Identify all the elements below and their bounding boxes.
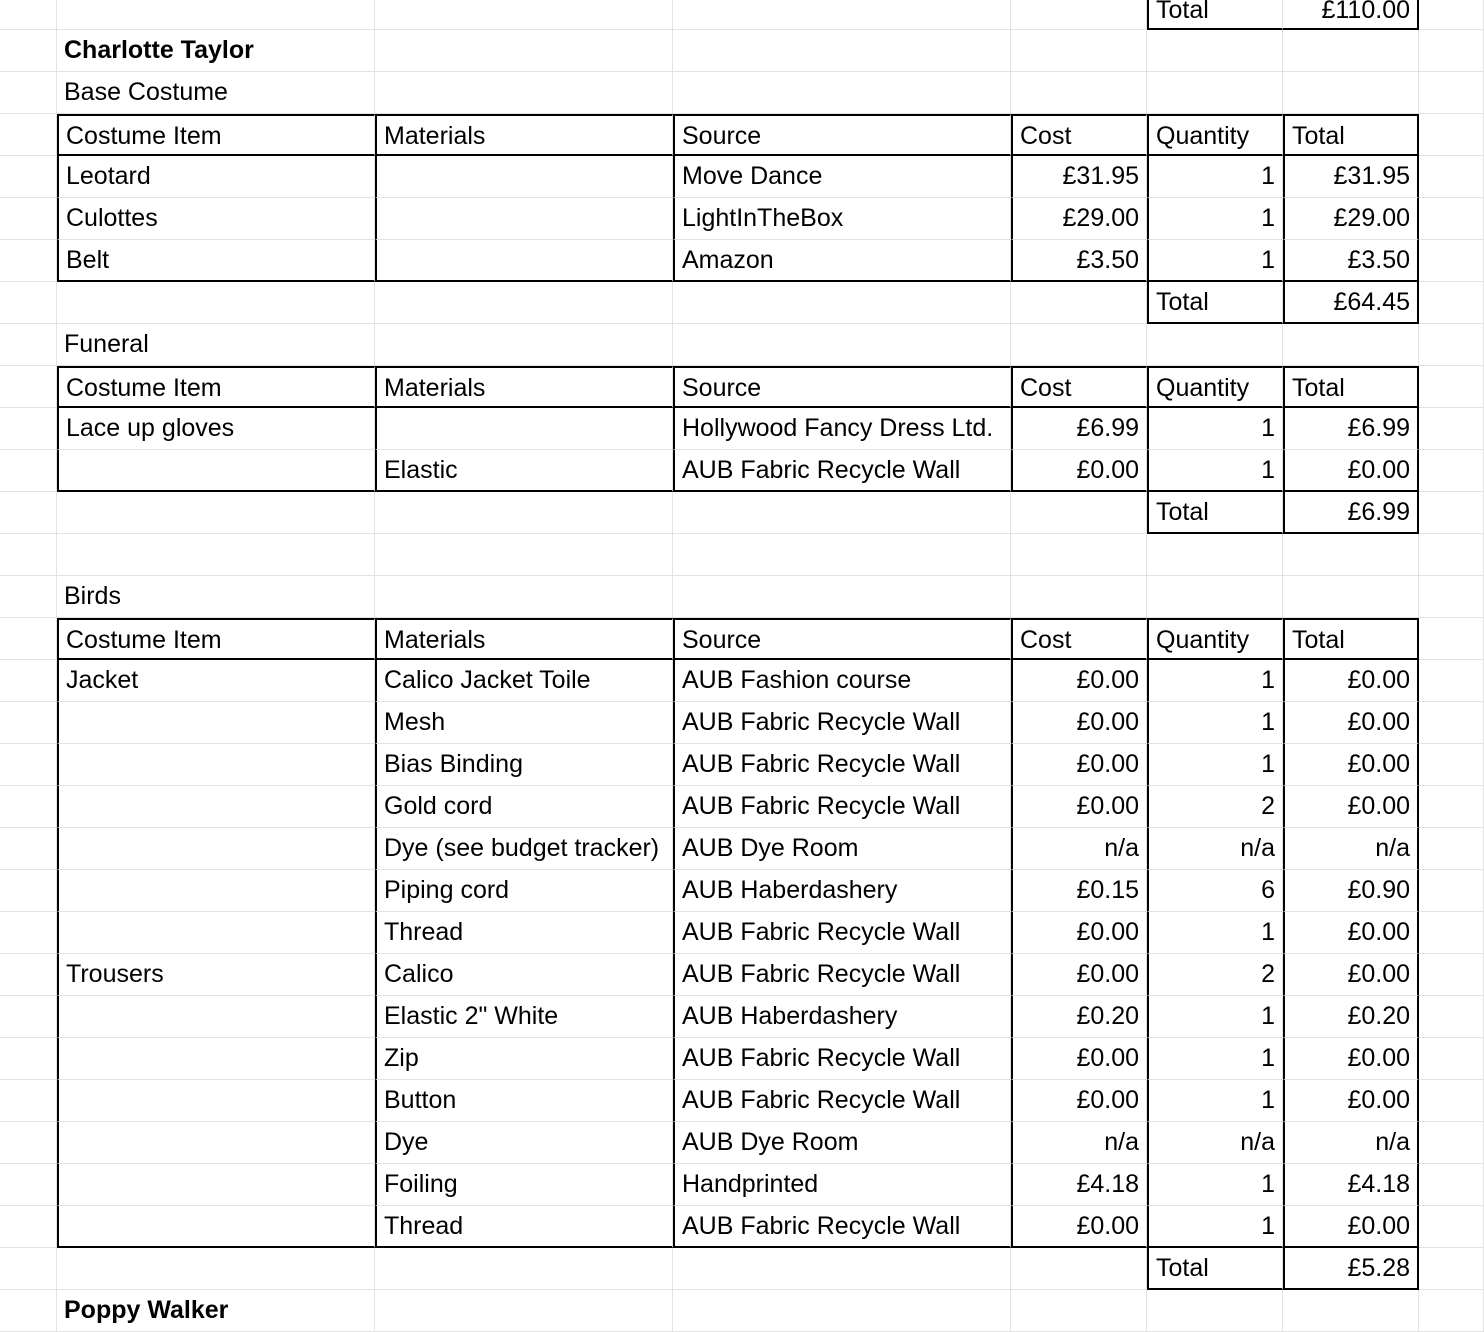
quantity-cell[interactable]: n/a [1147,1122,1283,1164]
total-cell[interactable]: Total [1283,366,1419,408]
sheet-row [0,702,1484,744]
costume-item-cell[interactable] [57,870,375,912]
sheet-cell[interactable] [0,156,57,198]
quantity-cell[interactable]: 6 [1147,870,1283,912]
sheet-row [0,0,1484,30]
sheet-cell[interactable] [0,744,57,786]
sheet-cell[interactable] [375,534,673,576]
total-cell[interactable]: £0.00 [1283,1206,1419,1248]
sheet-cell[interactable] [1419,744,1484,786]
source-cell[interactable]: Source [673,618,1011,660]
sheet-cell[interactable] [0,702,57,744]
source-cell[interactable]: AUB Fabric Recycle Wall [673,744,1011,786]
costume-item-cell[interactable]: Costume Item [57,618,375,660]
total-cell[interactable]: £6.99 [1283,408,1419,450]
sheet-cell[interactable] [0,786,57,828]
sheet-cell[interactable] [1419,366,1484,408]
sheet-cell[interactable] [1419,30,1484,72]
costume-item-cell[interactable]: Jacket [57,660,375,702]
sheet-cell[interactable] [0,366,57,408]
total-cell[interactable]: £0.00 [1283,786,1419,828]
sheet-cell[interactable] [1283,576,1419,618]
sheet-cell[interactable] [0,408,57,450]
cost-cell[interactable]: £29.00 [1011,198,1147,240]
sheet-cell[interactable] [375,1290,673,1332]
materials-cell[interactable] [375,492,673,534]
sheet-cell[interactable] [57,534,375,576]
sheet-cell[interactable] [673,576,1011,618]
source-cell[interactable]: AUB Haberdashery [673,870,1011,912]
materials-cell[interactable] [375,156,673,198]
sheet-row [0,282,1484,324]
source-cell[interactable]: Source [673,366,1011,408]
source-cell[interactable]: Amazon [673,240,1011,282]
sheet-row [0,954,1484,996]
costume-item-cell[interactable] [57,450,375,492]
sheet-cell[interactable] [1419,1164,1484,1206]
costume-item-cell[interactable]: Lace up gloves [57,408,375,450]
sheet-cell[interactable] [57,0,375,30]
quantity-cell[interactable]: Total [1147,1248,1283,1290]
sheet-cell[interactable] [673,324,1011,366]
materials-cell[interactable]: Calico Jacket Toile [375,660,673,702]
costume-item-cell[interactable] [57,996,375,1038]
quantity-cell[interactable]: 1 [1147,1206,1283,1248]
sheet-row [0,1290,1484,1332]
total-cell[interactable]: £64.45 [1283,282,1419,324]
cost-cell[interactable]: Cost [1011,114,1147,156]
sheet-cell[interactable] [1283,534,1419,576]
total-cell[interactable]: £110.00 [1283,0,1419,30]
total-cell[interactable]: £0.00 [1283,744,1419,786]
sheet-cell[interactable] [1147,576,1283,618]
materials-cell[interactable] [375,240,673,282]
total-cell[interactable]: £0.00 [1283,912,1419,954]
cost-cell[interactable]: £6.99 [1011,408,1147,450]
source-cell[interactable]: AUB Dye Room [673,1122,1011,1164]
sheet-cell[interactable] [1147,30,1283,72]
materials-cell[interactable]: Thread [375,912,673,954]
cost-cell[interactable]: £31.95 [1011,156,1147,198]
quantity-cell[interactable]: 2 [1147,786,1283,828]
costume-item-cell[interactable]: Trousers [57,954,375,996]
cost-cell[interactable]: £0.00 [1011,1206,1147,1248]
total-cell[interactable]: £0.00 [1283,954,1419,996]
cost-cell[interactable] [1011,1248,1147,1290]
sheet-cell[interactable] [1419,450,1484,492]
sheet-row [0,1164,1484,1206]
sheet-row [0,996,1484,1038]
cost-cell[interactable]: £3.50 [1011,240,1147,282]
costume-item-cell[interactable] [57,1038,375,1080]
quantity-cell[interactable]: Quantity [1147,618,1283,660]
source-cell[interactable]: AUB Fabric Recycle Wall [673,954,1011,996]
source-cell[interactable]: AUB Fashion course [673,660,1011,702]
materials-cell[interactable]: Materials [375,366,673,408]
materials-cell[interactable]: Button [375,1080,673,1122]
quantity-cell[interactable]: 1 [1147,408,1283,450]
total-cell[interactable]: n/a [1283,828,1419,870]
materials-cell[interactable]: Materials [375,114,673,156]
total-cell[interactable]: £31.95 [1283,156,1419,198]
total-cell[interactable]: £29.00 [1283,198,1419,240]
source-cell[interactable]: AUB Fabric Recycle Wall [673,786,1011,828]
sheet-cell[interactable] [1419,282,1484,324]
sheet-row [0,912,1484,954]
sheet-cell[interactable] [1011,324,1147,366]
sheet-cell[interactable] [1419,996,1484,1038]
sheet-cell[interactable] [0,1122,57,1164]
quantity-cell[interactable]: 1 [1147,450,1283,492]
sheet-cell[interactable] [1283,30,1419,72]
costume-item-cell[interactable] [57,1248,375,1290]
total-cell[interactable]: £0.00 [1283,1080,1419,1122]
quantity-cell[interactable]: Total [1147,0,1283,30]
sheet-cell[interactable] [1419,324,1484,366]
sheet-row [0,72,1484,114]
sheet-row [0,828,1484,870]
quantity-cell[interactable]: 1 [1147,1164,1283,1206]
source-cell[interactable]: AUB Fabric Recycle Wall [673,1206,1011,1248]
sheet-cell[interactable] [375,576,673,618]
sheet-cell[interactable] [1419,954,1484,996]
quantity-cell[interactable]: Quantity [1147,366,1283,408]
costume-item-cell[interactable] [57,912,375,954]
sheet-cell[interactable] [375,0,673,30]
source-cell[interactable]: AUB Haberdashery [673,996,1011,1038]
source-cell[interactable]: AUB Fabric Recycle Wall [673,702,1011,744]
sheet-cell[interactable] [0,324,57,366]
sheet-row [0,324,1484,366]
quantity-cell[interactable]: 1 [1147,744,1283,786]
source-cell[interactable]: AUB Fabric Recycle Wall [673,1038,1011,1080]
sheet-cell[interactable] [0,240,57,282]
sheet-cell[interactable] [0,1206,57,1248]
source-cell[interactable]: Handprinted [673,1164,1011,1206]
sheet-cell[interactable] [1283,1290,1419,1332]
quantity-cell[interactable]: 1 [1147,996,1283,1038]
sheet-cell[interactable] [1147,534,1283,576]
costume-item-cell[interactable]: Costume Item [57,114,375,156]
sheet-cell[interactable] [673,72,1011,114]
total-cell[interactable]: n/a [1283,1122,1419,1164]
source-cell[interactable]: AUB Dye Room [673,828,1011,870]
quantity-cell[interactable]: 1 [1147,912,1283,954]
materials-cell[interactable]: Elastic 2" White [375,996,673,1038]
sheet-cell[interactable] [1419,1122,1484,1164]
sheet-cell[interactable] [0,954,57,996]
costume-item-cell[interactable]: Leotard [57,156,375,198]
sheet-cell[interactable] [673,534,1011,576]
sheet-cell[interactable] [0,282,57,324]
total-cell[interactable]: £4.18 [1283,1164,1419,1206]
quantity-cell[interactable]: n/a [1147,828,1283,870]
sheet-row [0,240,1484,282]
quantity-cell[interactable]: 1 [1147,198,1283,240]
total-cell[interactable]: £3.50 [1283,240,1419,282]
sheet-cell[interactable] [375,30,673,72]
sheet-cell[interactable] [0,870,57,912]
sheet-row [0,618,1484,660]
sheet-cell[interactable] [1419,198,1484,240]
sheet-cell[interactable] [1011,1290,1147,1332]
source-cell[interactable] [673,492,1011,534]
cost-cell[interactable]: £0.00 [1011,912,1147,954]
costume-item-cell[interactable]: Charlotte Taylor [57,30,375,72]
sheet-cell[interactable] [1419,240,1484,282]
cost-cell[interactable]: £0.00 [1011,450,1147,492]
sheet-cell[interactable] [1419,72,1484,114]
sheet-cell[interactable] [1419,0,1484,30]
sheet-cell[interactable] [1419,114,1484,156]
sheet-cell[interactable] [1419,870,1484,912]
sheet-cell[interactable] [673,1290,1011,1332]
sheet-cell[interactable] [1419,1248,1484,1290]
sheet-cell[interactable] [1147,1290,1283,1332]
sheet-cell[interactable] [1011,534,1147,576]
cost-cell[interactable]: n/a [1011,828,1147,870]
source-cell[interactable]: Hollywood Fancy Dress Ltd. [673,408,1011,450]
sheet-row [0,30,1484,72]
sheet-cell[interactable] [0,996,57,1038]
sheet-row [0,660,1484,702]
sheet-cell[interactable] [1011,0,1147,30]
quantity-cell[interactable]: 1 [1147,660,1283,702]
sheet-cell[interactable] [1419,660,1484,702]
sheet-cell[interactable] [0,492,57,534]
cost-cell[interactable]: £0.15 [1011,870,1147,912]
sheet-cell[interactable] [0,198,57,240]
sheet-cell[interactable] [0,30,57,72]
costume-item-cell[interactable] [57,1206,375,1248]
source-cell[interactable]: AUB Fabric Recycle Wall [673,912,1011,954]
quantity-cell[interactable]: 1 [1147,1080,1283,1122]
sheet-cell[interactable] [1283,324,1419,366]
materials-cell[interactable]: Gold cord [375,786,673,828]
sheet-cell[interactable] [1283,72,1419,114]
sheet-row [0,1248,1484,1290]
quantity-cell[interactable]: Quantity [1147,114,1283,156]
costume-item-cell[interactable]: Funeral [57,324,375,366]
materials-cell[interactable]: Thread [375,1206,673,1248]
cost-cell[interactable] [1011,282,1147,324]
sheet-cell[interactable] [1011,576,1147,618]
sheet-cell[interactable] [0,912,57,954]
total-cell[interactable]: £0.20 [1283,996,1419,1038]
cost-cell[interactable]: £4.18 [1011,1164,1147,1206]
costume-item-cell[interactable] [57,1122,375,1164]
sheet-cell[interactable] [1419,156,1484,198]
costume-item-cell[interactable] [57,492,375,534]
cost-cell[interactable]: £0.00 [1011,954,1147,996]
materials-cell[interactable] [375,1248,673,1290]
materials-cell[interactable]: Dye (see budget tracker) [375,828,673,870]
total-cell[interactable]: £0.00 [1283,450,1419,492]
sheet-cell[interactable] [0,576,57,618]
cost-cell[interactable]: £0.00 [1011,702,1147,744]
total-cell[interactable]: £0.00 [1283,660,1419,702]
quantity-cell[interactable]: 1 [1147,240,1283,282]
sheet-cell[interactable] [0,828,57,870]
sheet-cell[interactable] [1419,1206,1484,1248]
sheet-cell[interactable] [1419,912,1484,954]
costume-item-cell[interactable] [57,1080,375,1122]
sheet-row [0,870,1484,912]
sheet-row [0,534,1484,576]
costume-item-cell[interactable] [57,828,375,870]
materials-cell[interactable]: Piping cord [375,870,673,912]
costume-item-cell[interactable]: Birds [57,576,375,618]
materials-cell[interactable]: Foiling [375,1164,673,1206]
sheet-row [0,744,1484,786]
sheet-cell[interactable] [1419,534,1484,576]
sheet-row [0,576,1484,618]
sheet-cell[interactable] [1419,702,1484,744]
sheet-cell[interactable] [0,0,57,30]
sheet-cell[interactable] [673,0,1011,30]
total-cell[interactable]: £0.00 [1283,702,1419,744]
cost-cell[interactable]: n/a [1011,1122,1147,1164]
costume-item-cell[interactable]: Base Costume [57,72,375,114]
sheet-cell[interactable] [0,1038,57,1080]
cost-cell[interactable]: £0.00 [1011,744,1147,786]
cost-cell[interactable]: £0.20 [1011,996,1147,1038]
source-cell[interactable]: LightInTheBox [673,198,1011,240]
sheet-cell[interactable] [1419,492,1484,534]
sheet-cell[interactable] [375,72,673,114]
sheet-cell[interactable] [1419,576,1484,618]
sheet-cell[interactable] [0,72,57,114]
sheet-row [0,156,1484,198]
quantity-cell[interactable]: 2 [1147,954,1283,996]
sheet-cell[interactable] [0,1164,57,1206]
materials-cell[interactable]: Bias Binding [375,744,673,786]
materials-cell[interactable]: Materials [375,618,673,660]
total-cell[interactable]: £0.00 [1283,1038,1419,1080]
materials-cell[interactable]: Calico [375,954,673,996]
sheet-cell[interactable] [0,1248,57,1290]
costume-item-cell[interactable]: Poppy Walker [57,1290,375,1332]
sheet-cell[interactable] [0,1080,57,1122]
materials-cell[interactable]: Elastic [375,450,673,492]
total-cell[interactable]: Total [1283,114,1419,156]
cost-cell[interactable]: £0.00 [1011,660,1147,702]
sheet-cell[interactable] [1011,30,1147,72]
cost-cell[interactable]: Cost [1011,366,1147,408]
quantity-cell[interactable]: Total [1147,492,1283,534]
total-cell[interactable]: £6.99 [1283,492,1419,534]
source-cell[interactable]: Source [673,114,1011,156]
sheet-cell[interactable] [0,114,57,156]
sheet-cell[interactable] [1011,72,1147,114]
quantity-cell[interactable]: 1 [1147,156,1283,198]
costume-item-cell[interactable] [57,282,375,324]
sheet-cell[interactable] [1419,1038,1484,1080]
materials-cell[interactable]: Mesh [375,702,673,744]
sheet-cell[interactable] [1419,786,1484,828]
sheet-cell[interactable] [1419,828,1484,870]
cost-cell[interactable]: £0.00 [1011,1038,1147,1080]
sheet-cell[interactable] [1419,408,1484,450]
cost-cell[interactable]: £0.00 [1011,1080,1147,1122]
total-cell[interactable]: £5.28 [1283,1248,1419,1290]
sheet-cell[interactable] [1147,324,1283,366]
costume-item-cell[interactable] [57,786,375,828]
sheet-row [0,1122,1484,1164]
sheet-cell[interactable] [1419,618,1484,660]
sheet-cell[interactable] [0,618,57,660]
costume-item-cell[interactable] [57,1164,375,1206]
costume-item-cell[interactable]: Costume Item [57,366,375,408]
sheet-cell[interactable] [1147,72,1283,114]
source-cell[interactable]: Move Dance [673,156,1011,198]
cost-cell[interactable] [1011,492,1147,534]
quantity-cell[interactable]: 1 [1147,702,1283,744]
costume-item-cell[interactable]: Culottes [57,198,375,240]
sheet-row [0,1206,1484,1248]
cost-cell[interactable]: £0.00 [1011,786,1147,828]
sheet-row [0,366,1484,408]
sheet-cell[interactable] [375,324,673,366]
materials-cell[interactable] [375,282,673,324]
sheet-row [0,198,1484,240]
sheet-row [0,450,1484,492]
materials-cell[interactable] [375,198,673,240]
sheet-row [0,1038,1484,1080]
materials-cell[interactable]: Zip [375,1038,673,1080]
sheet-cell[interactable] [673,30,1011,72]
source-cell[interactable]: AUB Fabric Recycle Wall [673,1080,1011,1122]
total-cell[interactable]: £0.90 [1283,870,1419,912]
sheet-cell[interactable] [1419,1290,1484,1332]
quantity-cell[interactable]: Total [1147,282,1283,324]
materials-cell[interactable] [375,408,673,450]
quantity-cell[interactable]: 1 [1147,1038,1283,1080]
sheet-cell[interactable] [0,534,57,576]
total-cell[interactable]: Total [1283,618,1419,660]
sheet-row [0,114,1484,156]
sheet-cell[interactable] [0,660,57,702]
sheet-cell[interactable] [1419,1080,1484,1122]
sheet-row [0,408,1484,450]
sheet-row [0,1080,1484,1122]
source-cell[interactable]: AUB Fabric Recycle Wall [673,450,1011,492]
source-cell[interactable] [673,1248,1011,1290]
sheet-cell[interactable] [0,1290,57,1332]
cost-cell[interactable]: Cost [1011,618,1147,660]
sheet-row [0,492,1484,534]
sheet-row [0,786,1484,828]
costume-item-cell[interactable] [57,702,375,744]
source-cell[interactable] [673,282,1011,324]
materials-cell[interactable]: Dye [375,1122,673,1164]
costume-item-cell[interactable]: Belt [57,240,375,282]
sheet-cell[interactable] [0,450,57,492]
costume-item-cell[interactable] [57,744,375,786]
